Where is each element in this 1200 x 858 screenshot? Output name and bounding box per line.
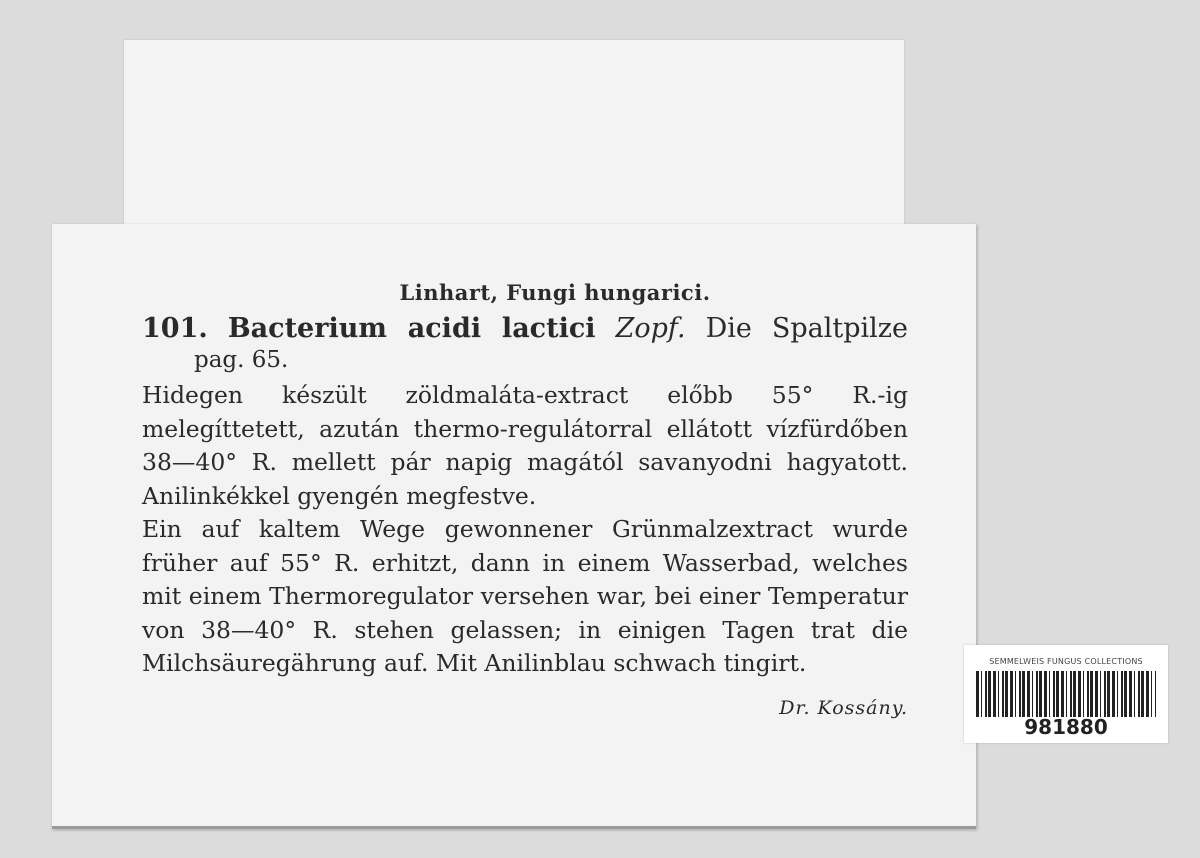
species-heading <box>142 313 908 345</box>
barcode-number: 981880 <box>1024 715 1108 739</box>
specimen-label <box>52 224 976 829</box>
description-hungarian: Hidegen készült zöldmaláta-extract előbb 55° R.-ig melegíttetett, azután thermo-regulátorral ellátott vízfürdőben 38—40° R. mellett pár napig magától savanyodni hagyatott. Anilinkékkel gyengén megfestve. <box>142 381 908 510</box>
specimen-number: 101. <box>142 313 208 344</box>
barcode-bars <box>976 671 1156 717</box>
species-name: Bacterium acidi lactici <box>227 313 596 344</box>
backing-paper <box>124 40 904 240</box>
reference-title: Die Spaltpilze <box>705 313 908 344</box>
label-text <box>142 280 908 738</box>
barcode-caption: SEMMELWEIS FUNGUS COLLECTIONS <box>989 657 1143 666</box>
description-german: Ein auf kaltem Wege gewonnener Grünmalzextract wurde früher auf 55° R. erhitzt, dann in einem Wasserbad, welches mit einem Thermoregulator versehen war, bei einer Temperatur von 38—40° R. stehen gelassen; in einigen Tagen trat die Milchsäuregährung auf. Mit Anilinblau schwach tingirt. <box>142 515 908 677</box>
barcode-label <box>964 645 1168 743</box>
collector-signature: Dr. Kossány. <box>779 696 908 719</box>
collection-title: Linhart, Fungi hungarici. <box>399 280 711 305</box>
species-author: Zopf. <box>615 313 686 344</box>
page-reference: pag. 65. <box>194 347 289 373</box>
